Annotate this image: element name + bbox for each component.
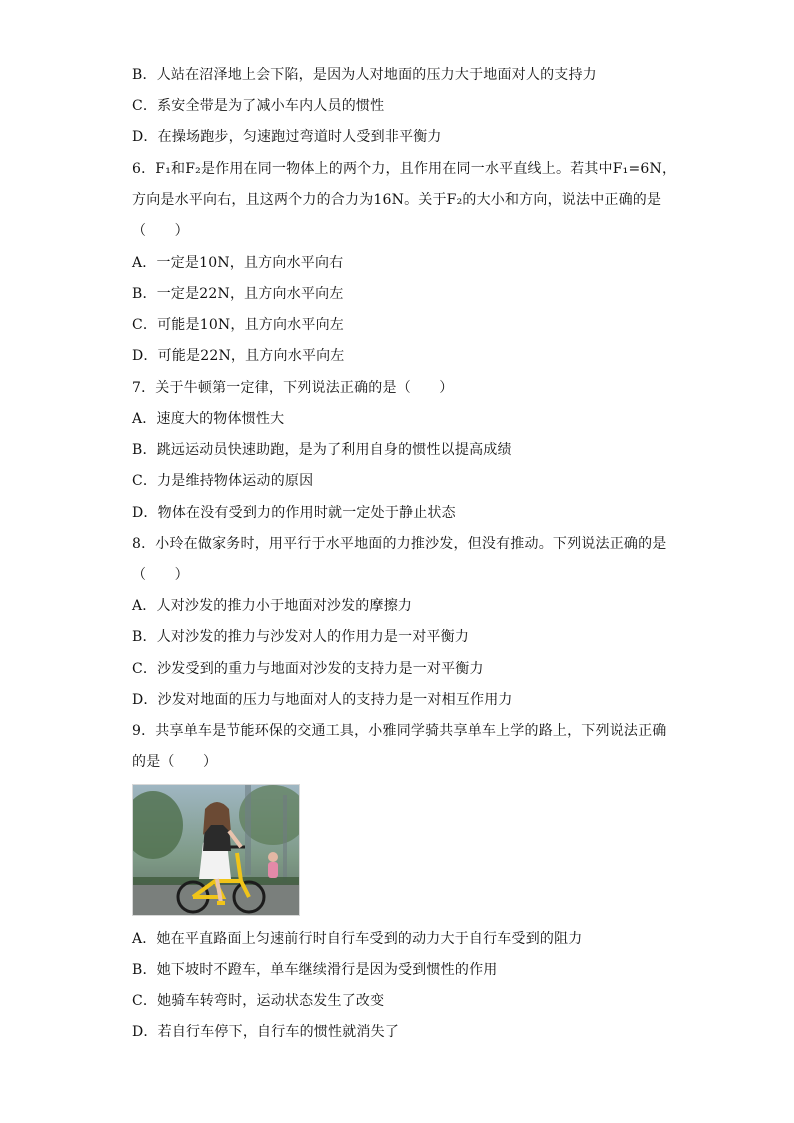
- q9-stem-line-2: 的是（ ）: [132, 754, 218, 770]
- q7-option-c: C．力是维持物体运动的原因: [132, 473, 314, 489]
- q9-option-c: C．她骑车转弯时，运动状态发生了改变: [132, 993, 385, 1009]
- q9-stem-line-1: 9．共享单车是节能环保的交通工具，小雅同学骑共享单车上学的路上，下列说法正确: [132, 723, 667, 739]
- q6-stem-line-1: 6．F₁和F₂是作用在同一物体上的两个力，且作用在同一水平直线上。若其中F₁=6N，: [132, 161, 677, 177]
- q5-option-b: B．人站在沼泽地上会下陷，是因为人对地面的压力大于地面对人的支持力: [132, 67, 597, 83]
- q9-option-a: A．她在平直路面上匀速前行时自行车受到的动力大于自行车受到的阻力: [132, 931, 583, 947]
- q6-stem-line-2: 方向是水平向右，且这两个力的合力为16N。关于F₂的大小和方向，说法中正确的是: [132, 192, 662, 208]
- q8-stem-line-2: （ ）: [132, 567, 189, 583]
- q5-option-c: C．系安全带是为了减小车内人员的惯性: [132, 98, 385, 114]
- q6-option-b: B．一定是22N，且方向水平向左: [132, 286, 344, 302]
- q7-option-b: B．跳远运动员快速助跑，是为了利用自身的惯性以提高成绩: [132, 442, 512, 458]
- q6-stem-line-3: （ ）: [132, 223, 189, 239]
- q8-option-d: D．沙发对地面的压力与地面对人的支持力是一对相互作用力: [132, 692, 513, 708]
- q6-option-d: D．可能是22N，且方向水平向左: [132, 348, 345, 364]
- q9-option-d: D．若自行车停下，自行车的惯性就消失了: [132, 1024, 400, 1040]
- q8-option-c: C．沙发受到的重力与地面对沙发的支持力是一对平衡力: [132, 661, 484, 677]
- q6-option-a: A．一定是10N，且方向水平向右: [132, 255, 344, 271]
- q7-option-d: D．物体在没有受到力的作用时就一定处于静止状态: [132, 505, 456, 521]
- q5-option-d: D．在操场跑步，匀速跑过弯道时人受到非平衡力: [132, 129, 442, 145]
- q7-stem: 7．关于牛顿第一定律，下列说法正确的是（ ）: [132, 380, 454, 396]
- q9-option-b: B．她下坡时不蹬车，单车继续滑行是因为受到惯性的作用: [132, 962, 498, 978]
- bicycle-rider-photo: [132, 784, 300, 916]
- q8-stem-line-1: 8．小玲在做家务时，用平行于水平地面的力推沙发，但没有推动。下列说法正确的是: [132, 536, 667, 552]
- q6-option-c: C．可能是10N，且方向水平向左: [132, 317, 344, 333]
- q8-option-a: A．人对沙发的推力小于地面对沙发的摩擦力: [132, 598, 413, 614]
- q8-option-b: B．人对沙发的推力与沙发对人的作用力是一对平衡力: [132, 629, 470, 645]
- q7-option-a: A．速度大的物体惯性大: [132, 411, 285, 427]
